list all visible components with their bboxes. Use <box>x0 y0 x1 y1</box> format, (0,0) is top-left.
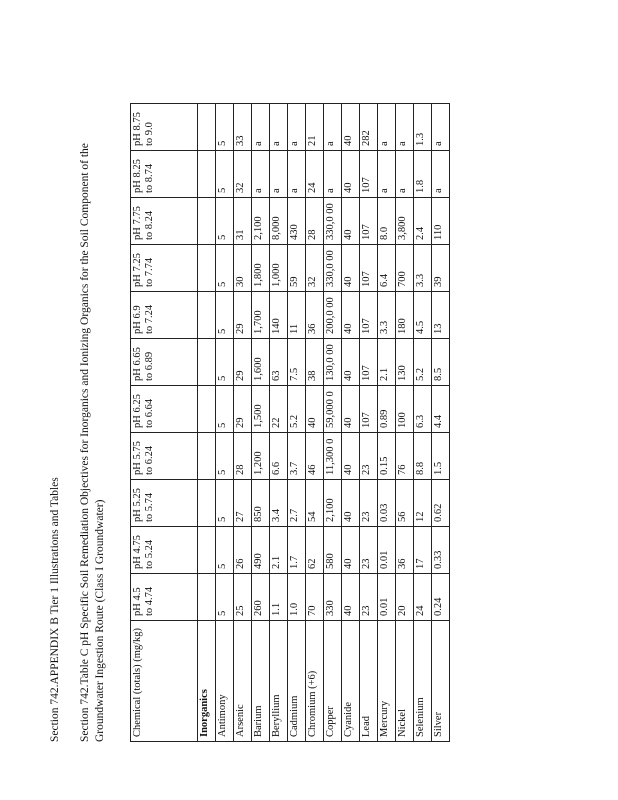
table-cell: 5 <box>216 339 234 386</box>
table-cell: 282 <box>360 104 378 151</box>
table-title-continued: Groundwater Ingestion Route (Class I Groundwater) <box>94 499 106 742</box>
table-cell: a <box>432 151 450 198</box>
table-cell: 107 <box>360 151 378 198</box>
table-cell: 430 <box>288 198 306 245</box>
table-cell: a <box>324 104 342 151</box>
table-cell: 28 <box>306 198 324 245</box>
chemical-name: Copper <box>324 621 342 742</box>
table-cell: 1,000 <box>270 245 288 292</box>
table-cell: 70 <box>306 574 324 621</box>
table-cell: 0.01 <box>378 527 396 574</box>
table-cell: 2,100 <box>324 480 342 527</box>
table-cell: 7.5 <box>288 339 306 386</box>
table-cell: 200,0 00 <box>324 292 342 339</box>
table-cell: 107 <box>360 339 378 386</box>
table-cell: a <box>378 151 396 198</box>
table-cell: 140 <box>270 292 288 339</box>
table-cell: 2.7 <box>288 480 306 527</box>
table-cell: 1.1 <box>270 574 288 621</box>
table-cell: 29 <box>234 292 252 339</box>
table-cell: 5 <box>216 574 234 621</box>
table-row <box>342 104 360 742</box>
table-cell: 22 <box>270 386 288 433</box>
table-cell: 1,600 <box>252 339 270 386</box>
table-title: Section 742.Table C pH Specific Soil Remediation Objectives for Inorganics and Ionizing Organics for the Soil Component of the <box>79 143 91 742</box>
chemical-name: Arsenic <box>234 621 252 742</box>
table-cell: 5 <box>216 151 234 198</box>
table-cell: 490 <box>252 527 270 574</box>
table-cell: 8.5 <box>432 339 450 386</box>
table-cell: 330 <box>324 574 342 621</box>
table-cell: 3,800 <box>396 198 414 245</box>
table-cell: 23 <box>360 527 378 574</box>
table-cell: 11 <box>288 292 306 339</box>
table-cell: 6.3 <box>414 386 432 433</box>
column-header-ph: pH 5.25 to 5.74 <box>131 480 198 527</box>
table-cell: 40 <box>342 292 360 339</box>
table-cell: 5 <box>216 104 234 151</box>
table-cell: a <box>252 151 270 198</box>
table-cell: 40 <box>342 433 360 480</box>
table-cell: 2.1 <box>378 339 396 386</box>
table-cell: 62 <box>306 527 324 574</box>
table-cell: 59,000 0 <box>324 386 342 433</box>
table-cell: 27 <box>234 480 252 527</box>
table-cell: 0.89 <box>378 386 396 433</box>
remediation-objectives-table <box>130 103 450 742</box>
chemical-name: Beryllium <box>270 621 288 742</box>
chemical-name: Nickel <box>396 621 414 742</box>
table-cell: 1,200 <box>252 433 270 480</box>
table-cell: 1.5 <box>432 433 450 480</box>
table-cell: 2,100 <box>252 198 270 245</box>
table-cell: 5 <box>216 433 234 480</box>
table-cell: 76 <box>396 433 414 480</box>
table-cell: 21 <box>306 104 324 151</box>
chemical-name: Chromium (+6) <box>306 621 324 742</box>
table-cell: 330,0 00 <box>324 198 342 245</box>
table-cell: 23 <box>360 480 378 527</box>
header-row <box>131 104 198 742</box>
table-cell: 3.3 <box>414 245 432 292</box>
table-cell: 29 <box>234 386 252 433</box>
column-header-ph: pH 4.5 to 4.74 <box>131 574 198 621</box>
column-header-ph: pH 7.75 to 8.24 <box>131 198 198 245</box>
table-cell: 4.4 <box>432 386 450 433</box>
table-cell: 5 <box>216 386 234 433</box>
table-cell: 100 <box>396 386 414 433</box>
table-row <box>324 104 342 742</box>
table-row <box>288 104 306 742</box>
chemical-name: Silver <box>432 621 450 742</box>
table-cell: 24 <box>414 574 432 621</box>
group-label: Inorganics <box>198 621 216 742</box>
table-cell: 20 <box>396 574 414 621</box>
table-cell: 5 <box>216 527 234 574</box>
table-cell: 40 <box>342 198 360 245</box>
table-cell: 6.4 <box>378 245 396 292</box>
table-cell: 260 <box>252 574 270 621</box>
table-cell: a <box>252 104 270 151</box>
table-cell: 59 <box>288 245 306 292</box>
table-cell: 46 <box>306 433 324 480</box>
table-cell: 130,0 00 <box>324 339 342 386</box>
column-header-ph: pH 5.75 to 6.24 <box>131 433 198 480</box>
table-cell: 1,500 <box>252 386 270 433</box>
table-cell: 11,300 0 <box>324 433 342 480</box>
table-cell: 40 <box>342 527 360 574</box>
table-cell: a <box>270 104 288 151</box>
table-cell: 1.7 <box>288 527 306 574</box>
table-cell: 0.01 <box>378 574 396 621</box>
table-cell: a <box>288 104 306 151</box>
table-cell: 580 <box>324 527 342 574</box>
table-cell: 5.2 <box>414 339 432 386</box>
table-cell: 12 <box>414 480 432 527</box>
chemical-name: Cyanide <box>342 621 360 742</box>
table-cell: 0.24 <box>432 574 450 621</box>
table-cell: 180 <box>396 292 414 339</box>
column-header-ph: pH 7.25 to 7.74 <box>131 245 198 292</box>
table-cell: 17 <box>414 527 432 574</box>
table-cell: 40 <box>342 104 360 151</box>
chemical-name: Lead <box>360 621 378 742</box>
table-cell: 40 <box>342 480 360 527</box>
table-cell: 1,700 <box>252 292 270 339</box>
chemical-name: Barium <box>252 621 270 742</box>
table-cell: 130 <box>396 339 414 386</box>
table-cell: 25 <box>234 574 252 621</box>
table-cell: 6.6 <box>270 433 288 480</box>
table-cell: 1.0 <box>288 574 306 621</box>
table-cell: 0.62 <box>432 480 450 527</box>
table-cell: 38 <box>306 339 324 386</box>
chemical-name: Mercury <box>378 621 396 742</box>
table-cell: a <box>396 104 414 151</box>
table-cell: 33 <box>234 104 252 151</box>
table-cell: 107 <box>360 292 378 339</box>
table-cell: 31 <box>234 198 252 245</box>
table-cell: 32 <box>306 245 324 292</box>
table-cell: a <box>432 104 450 151</box>
table-cell: 40 <box>342 339 360 386</box>
table-cell: 40 <box>342 574 360 621</box>
table-cell: 5 <box>216 292 234 339</box>
table-cell: 850 <box>252 480 270 527</box>
table-cell: 13 <box>432 292 450 339</box>
chemical-name: Selenium <box>414 621 432 742</box>
chemical-name: Cadmium <box>288 621 306 742</box>
table-cell: 8.0 <box>378 198 396 245</box>
column-header-ph: pH 8.25 to 8.74 <box>131 151 198 198</box>
table-cell: 5 <box>216 480 234 527</box>
table-cell: 3.4 <box>270 480 288 527</box>
table-cell: 107 <box>360 198 378 245</box>
table-cell: 63 <box>270 339 288 386</box>
table-cell: 330,0 00 <box>324 245 342 292</box>
table-row <box>252 104 270 742</box>
table-cell: 23 <box>360 433 378 480</box>
table-cell: 1,800 <box>252 245 270 292</box>
table-cell: 2.1 <box>270 527 288 574</box>
table-cell: 1.3 <box>414 104 432 151</box>
column-header-ph: pH 6.65 to 6.89 <box>131 339 198 386</box>
table-row <box>360 104 378 742</box>
table-cell: 5 <box>216 245 234 292</box>
table-cell: 0.03 <box>378 480 396 527</box>
table-cell: 8,000 <box>270 198 288 245</box>
column-header-ph: pH 6.25 to 6.64 <box>131 386 198 433</box>
table-cell: a <box>396 151 414 198</box>
group-row <box>198 104 216 742</box>
table-row <box>270 104 288 742</box>
table-cell: 1.8 <box>414 151 432 198</box>
table-cell: 4.5 <box>414 292 432 339</box>
table-cell: 36 <box>396 527 414 574</box>
table-cell: 5.2 <box>288 386 306 433</box>
table-row <box>234 104 252 742</box>
column-header-ph: pH 8.75 to 9.0 <box>131 104 198 151</box>
table-row <box>378 104 396 742</box>
table-cell: 40 <box>306 386 324 433</box>
table-cell: 28 <box>234 433 252 480</box>
table-cell: 39 <box>432 245 450 292</box>
column-header-chemical: Chemical (totals) (mg/kg) <box>131 621 198 742</box>
table-cell: 56 <box>396 480 414 527</box>
table-cell: 26 <box>234 527 252 574</box>
table-cell: 24 <box>306 151 324 198</box>
table-cell: 30 <box>234 245 252 292</box>
table-row <box>216 104 234 742</box>
column-header-ph: pH 4.75 to 5.24 <box>131 527 198 574</box>
table-cell: 0.15 <box>378 433 396 480</box>
table-row <box>396 104 414 742</box>
table-cell: 40 <box>342 245 360 292</box>
table-cell: 107 <box>360 245 378 292</box>
table-cell: 3.3 <box>378 292 396 339</box>
chemical-name: Antimony <box>216 621 234 742</box>
table-row <box>432 104 450 742</box>
table-cell: 700 <box>396 245 414 292</box>
table-cell: 40 <box>342 386 360 433</box>
table-cell: 107 <box>360 386 378 433</box>
table-cell: 40 <box>342 151 360 198</box>
table-cell: 54 <box>306 480 324 527</box>
column-header-ph: pH 6.9 to 7.24 <box>131 292 198 339</box>
table-cell: a <box>270 151 288 198</box>
table-cell: a <box>378 104 396 151</box>
table-cell: 3.7 <box>288 433 306 480</box>
table-cell: 36 <box>306 292 324 339</box>
section-header: Section 742.APPENDIX B Tier 1 Illustrations and Tables <box>49 477 61 742</box>
table-cell: 0.33 <box>432 527 450 574</box>
table-cell: a <box>324 151 342 198</box>
table-cell: 110 <box>432 198 450 245</box>
table-cell: 29 <box>234 339 252 386</box>
table-row <box>306 104 324 742</box>
table-cell: 5 <box>216 198 234 245</box>
table-cell: 32 <box>234 151 252 198</box>
table-cell: 8.8 <box>414 433 432 480</box>
table-cell: a <box>288 151 306 198</box>
table-cell: 2.4 <box>414 198 432 245</box>
table-cell: 23 <box>360 574 378 621</box>
table-row <box>414 104 432 742</box>
